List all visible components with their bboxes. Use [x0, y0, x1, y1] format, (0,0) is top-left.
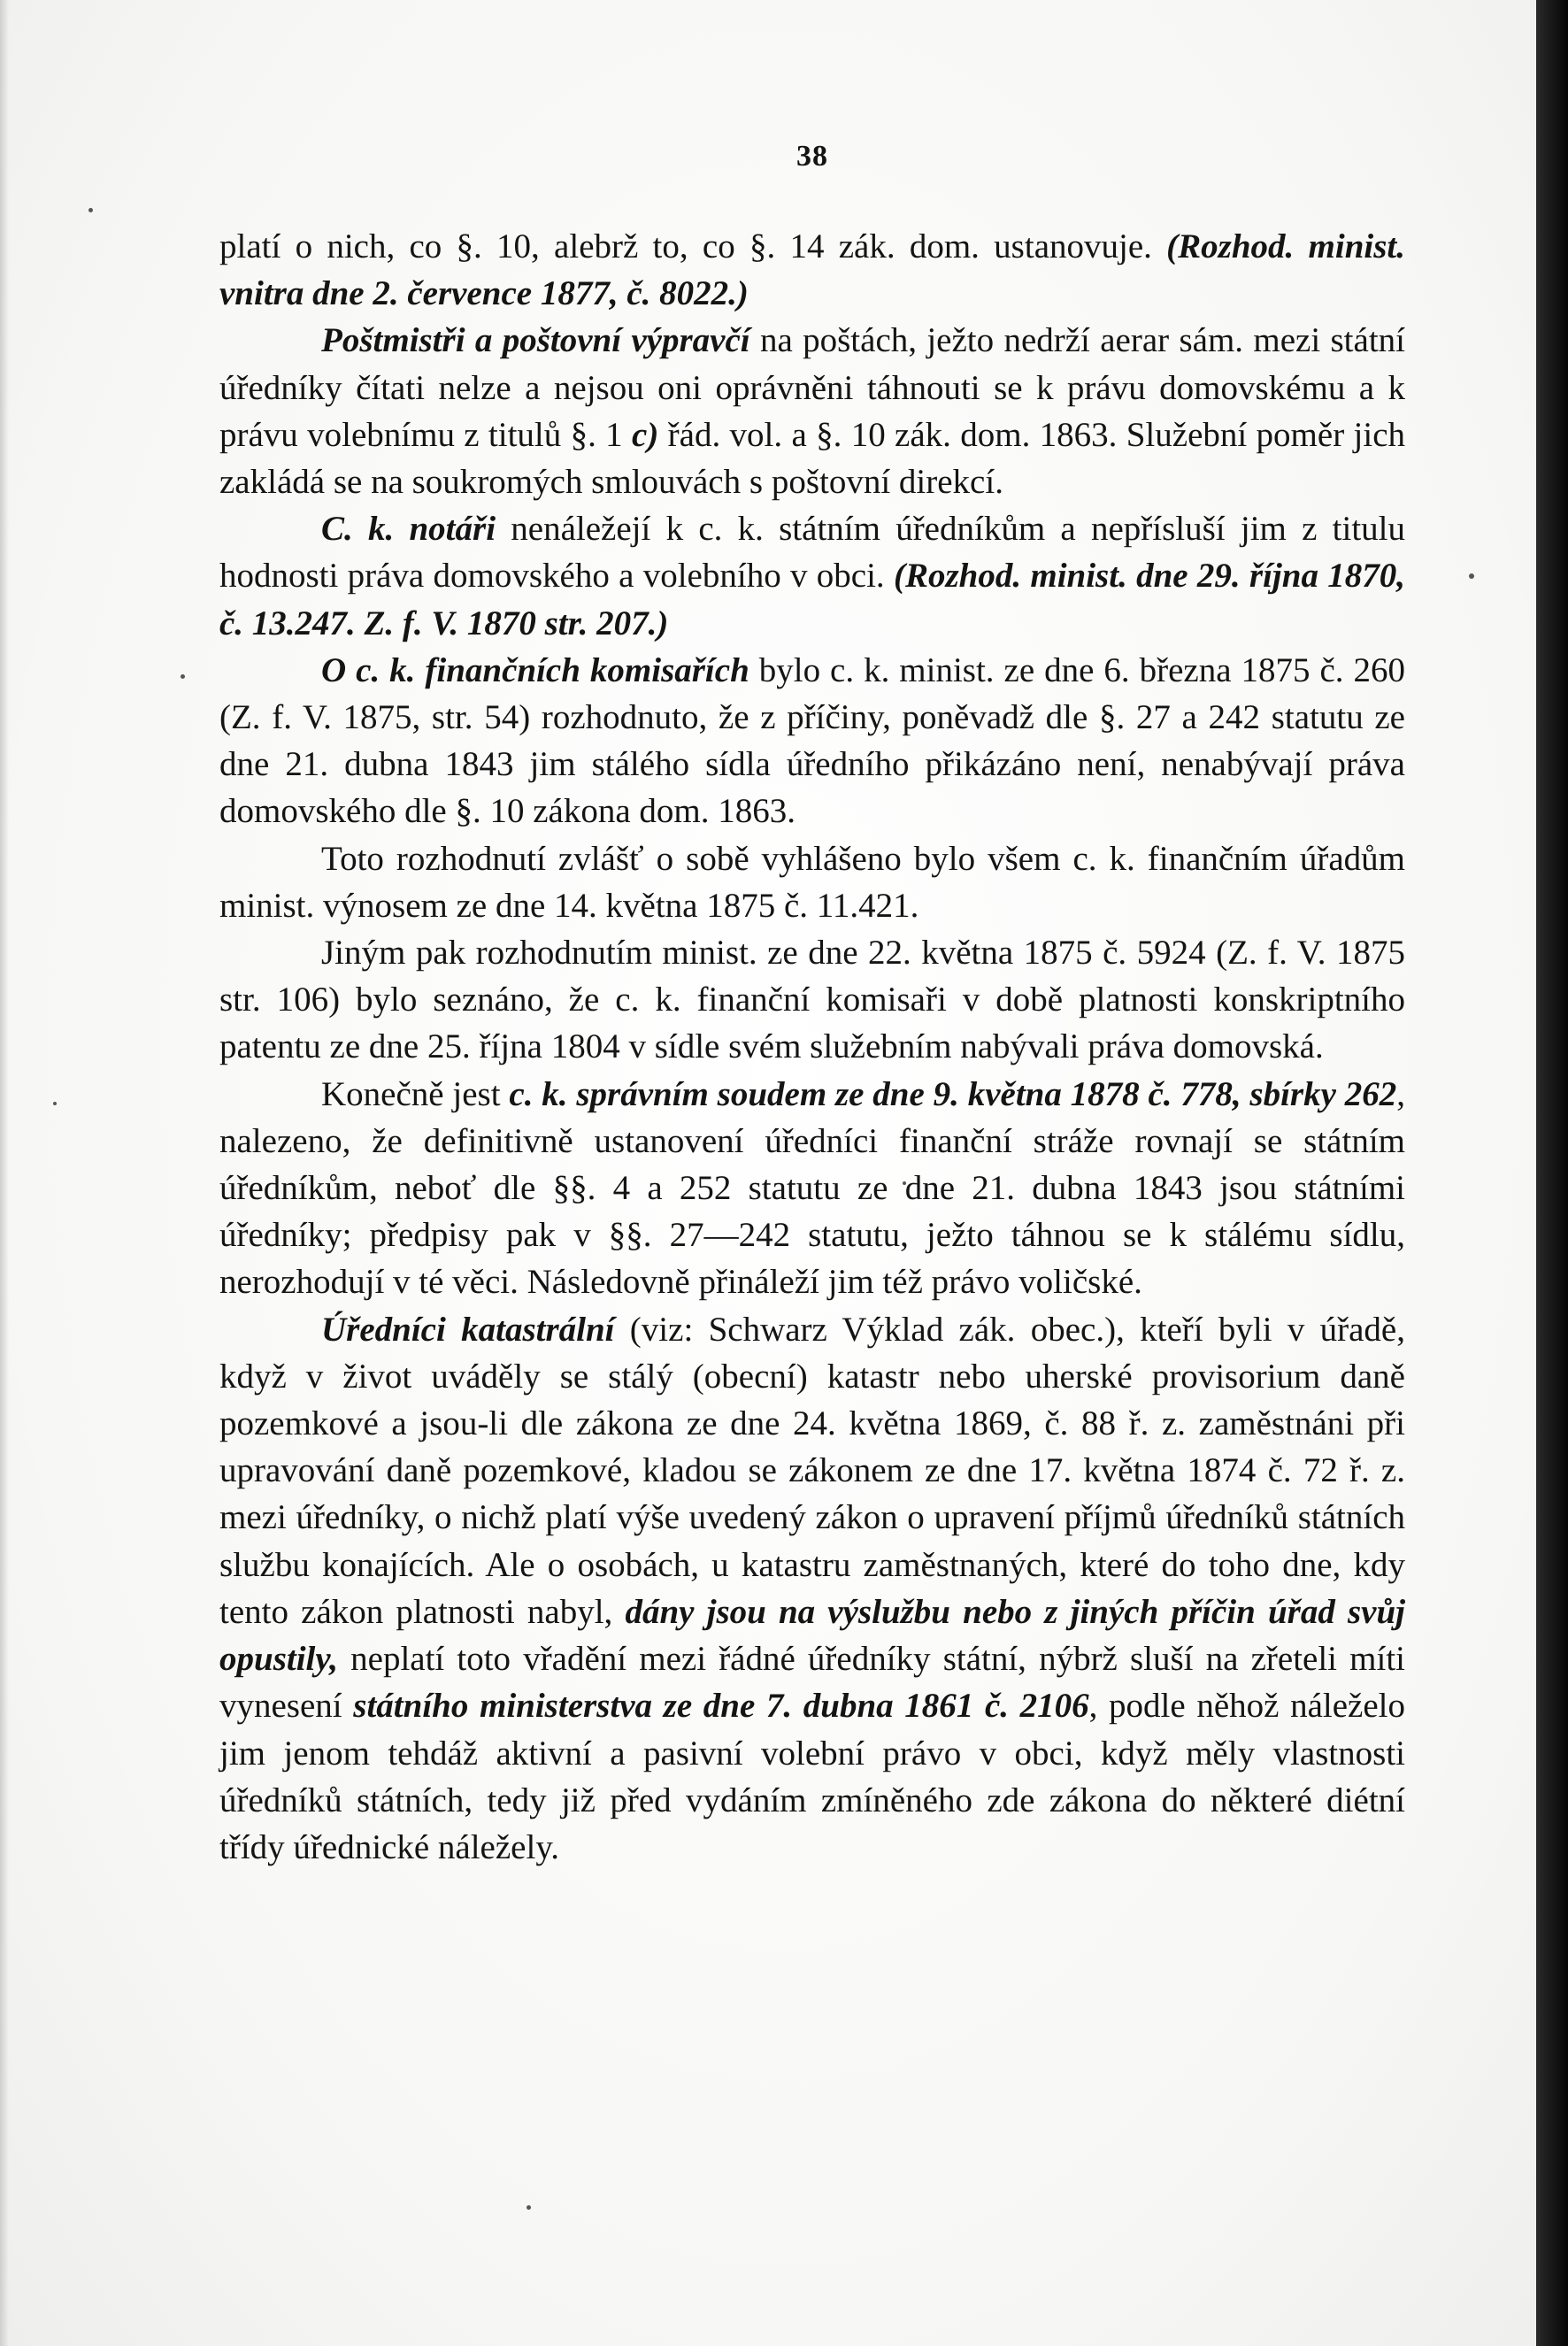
emphasized-text: dány jsou na výslužbu nebo z jiných příčin úřad svůj opustily,	[219, 1592, 1405, 1679]
body-text	[219, 223, 1405, 1871]
paragraph	[219, 1071, 1405, 1306]
emphasized-text: O c. k. finančních komisařích	[321, 650, 749, 689]
emphasized-text: Poštmistři a poštovní výpravčí	[321, 321, 750, 360]
scan-speck	[181, 674, 185, 679]
paragraph	[219, 317, 1405, 505]
text-run: platí o nich, co §. 10, alebrž to, co §. 14 zák. dom. ustanovuje.	[219, 227, 1167, 265]
text-run: (viz: Schwarz Výklad zák. obec.), kteří byli v úřadě, když v život uváděly se stálý (obecní) katastr nebo uherské provisorium daně pozemkové a jsou-li dle zákona ze dne 24. května 1869, č. 88 ř. z. zaměstnáni při upravování daně pozemkové, kladou se zákonem ze dne 17. května 1874 č. 72 ř. z. mezi úředníky, o nichž platí výše uvedený zákon o upravení příjmů úředníků státních službu konajících. Ale o osobách, u katastru zaměstnaných, které do toho dne, kdy tento zákon platnosti nabyl,	[219, 1310, 1405, 1631]
paragraph	[219, 223, 1405, 317]
text-run: bylo c. k. minist. ze dne 6. března 1875 č. 260 (Z. f. V. 1875, str. 54) rozhodnuto, že z příčiny, poněvadž dle §. 27 a 242 statutu ze dne 21. dubna 1843 jim stálého sídla úředního přikázáno není, nenabývají práva domovského dle §. 10 zákona dom. 1863.	[219, 650, 1406, 831]
text-run: na poštách, ježto nedrží aerar sám. mezi státní úředníky čítati nelze a nejsou oni oprávněni táhnouti se k právu domovskému a k právu volebnímu z titulů §. 1	[219, 321, 1405, 454]
emphasized-text: státního ministerstva ze dne 7. dubna 1861 č. 2106	[353, 1687, 1089, 1726]
text-run: Toto rozhodnutí zvlášť o sobě vyhlášeno bylo všem c. k. finančním úřadům minist. výnosem ze dne 14. května 1875 č. 11.421.	[219, 839, 1405, 925]
paragraph	[219, 647, 1405, 835]
emphasized-text: (Rozhod. minist. vnitra dne 2. července 1877, č. 8022.)	[219, 227, 1405, 313]
text-run: Jiným pak rozhodnutím minist. ze dne 22. května 1875 č. 5924 (Z. f. V. 1875 str. 106) bylo seznáno, že c. k. finanční komisaři v době platnosti konskriptního patentu ze dne 25. října 1804 v sídle svém služebním nabývali práva domovská.	[219, 934, 1405, 1066]
paragraph	[219, 835, 1405, 929]
text-run: neplatí toto vřadění mezi řádné úředníky státní, nýbrž sluší na zřeteli míti vynesení	[219, 1640, 1405, 1726]
text-run: řád. vol. a §. 10 zák. dom. 1863. Služební poměr jich zakládá se na soukromých smlouvách s poštovní direkcí.	[219, 415, 1406, 502]
paragraph	[219, 505, 1405, 647]
scan-speck	[1469, 573, 1474, 579]
text-run: nenáležejí k c. k. státním úředníkům a nepřísluší jim z titulu hodnosti práva domovského a volebního v obci.	[219, 510, 1405, 596]
emphasized-text: c)	[632, 415, 659, 454]
text-run: , nalezeno, že definitivně ustanovení úředníci finanční stráže rovnají se státním úředníkům, neboť dle §§. 4 a 252 statutu ze dne 21. dubna 1843 jsou státními úředníky; předpisy pak v §§. 27—242 statutu, ježto táhnou se k stálému sídlu, nerozhodují v té věci. Následovně přináleží jim též právo voličské.	[219, 1074, 1405, 1302]
emphasized-text: c. k. správním soudem ze dne 9. května 1878 č. 778, sbírky 262	[509, 1074, 1397, 1113]
scan-edge-right	[1536, 0, 1568, 2346]
paragraph	[219, 929, 1405, 1071]
emphasized-text: (Rozhod. minist. dne 29. října 1870, č. 13.247. Z. f. V. 1870 str. 207.)	[219, 557, 1405, 642]
page-number: 38	[796, 140, 828, 173]
scan-speck	[53, 1102, 57, 1105]
scan-speck	[527, 2205, 531, 2210]
scan-edge-left	[0, 0, 9, 2346]
scan-speck	[88, 208, 93, 212]
emphasized-text: C. k. notáři	[321, 510, 496, 549]
text-run: , podle něhož náleželo jim jenom tehdáž aktivní a pasivní volební právo v obci, když měly vlastnosti úředníků státních, tedy již před vydáním zmíněného zde zákona do některé diétní třídy úřednické náležely.	[219, 1687, 1405, 1866]
paragraph	[219, 1306, 1405, 1871]
emphasized-text: Úředníci katastrální	[321, 1310, 615, 1349]
text-run: Konečně jest	[321, 1074, 510, 1113]
